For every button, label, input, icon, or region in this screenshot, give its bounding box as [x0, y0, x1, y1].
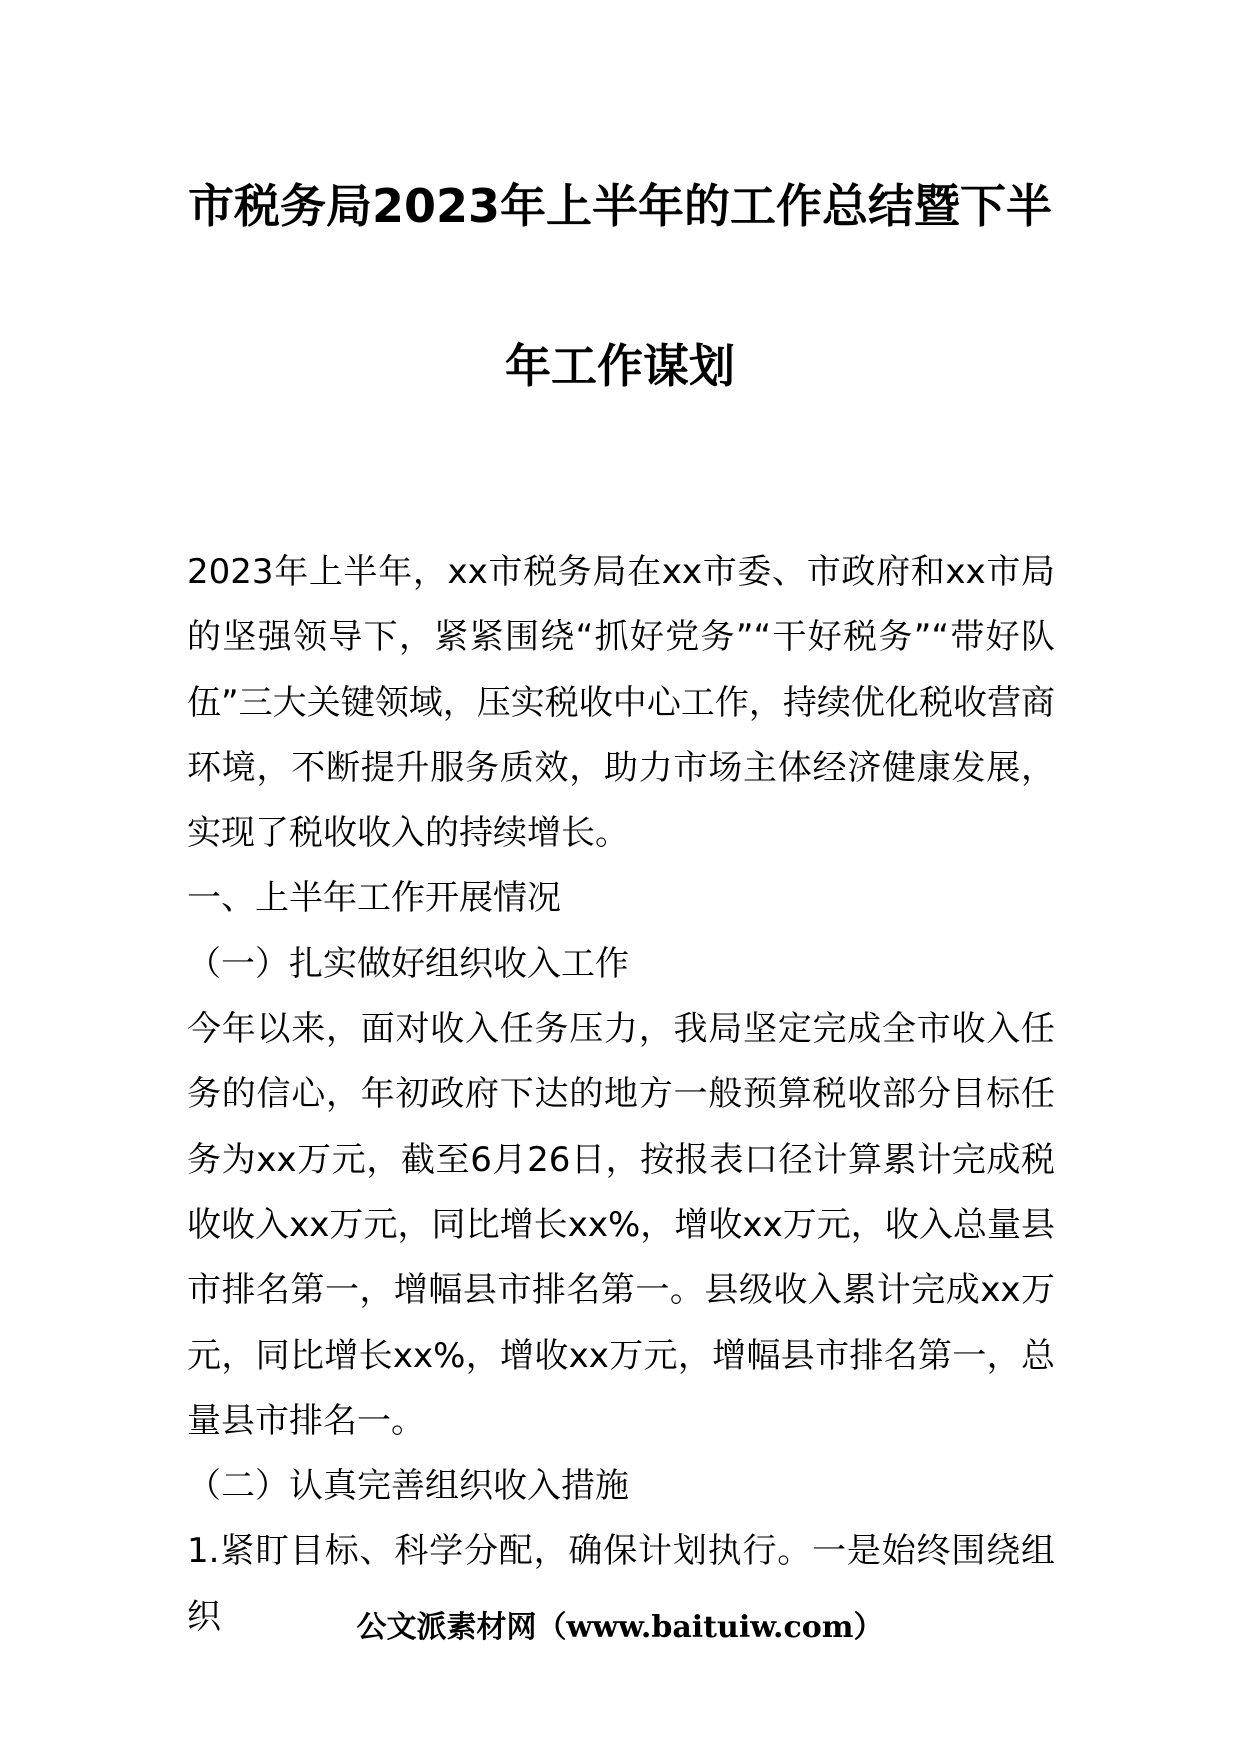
document-body: [187, 540, 1055, 1650]
measures-paragraph: 1.紧盯目标、科学分配，确保计划执行。一是始终围绕组织: [187, 1531, 1055, 1637]
document-title-line-1: 市税务局2023年上半年的工作总结暨下半: [187, 179, 1053, 233]
page-footer: 公文派素材网（www.baituiw.com）: [356, 1610, 884, 1645]
subsection-heading-2: （二）认真完善组织收入措施: [187, 1466, 629, 1507]
section-heading-1: 一、上半年工作开展情况: [187, 878, 561, 919]
intro-paragraph: 2023年上半年，xx市税务局在xx市委、市政府和xx市局的坚强领导下，紧紧围绕“抓好党务”“干好税务”“带好队伍”三大关键领域，压实税收中心工作，持续优化税收营商环境，不断提升服务质效，助力市场主体经济健康发展，实现了税收收入的持续增长。: [187, 552, 1055, 854]
document-title-line-2: 年工作谋划: [505, 339, 735, 393]
subsection-heading-1: （一）扎实做好组织收入工作: [187, 943, 629, 984]
revenue-paragraph: 今年以来，面对收入任务压力，我局坚定完成全市收入任务的信心，年初政府下达的地方一般预算税收部分目标任务为xx万元，截至6月26日，按报表口径计算累计完成税收收入xx万元，同比增长xx%，增收xx万元，收入总量县市排名第一，增幅县市排名第一。县级收入累计完成xx万元，同比增长xx%，增收xx万元，增幅县市排名第一，总量县市排名一。: [187, 1009, 1055, 1441]
